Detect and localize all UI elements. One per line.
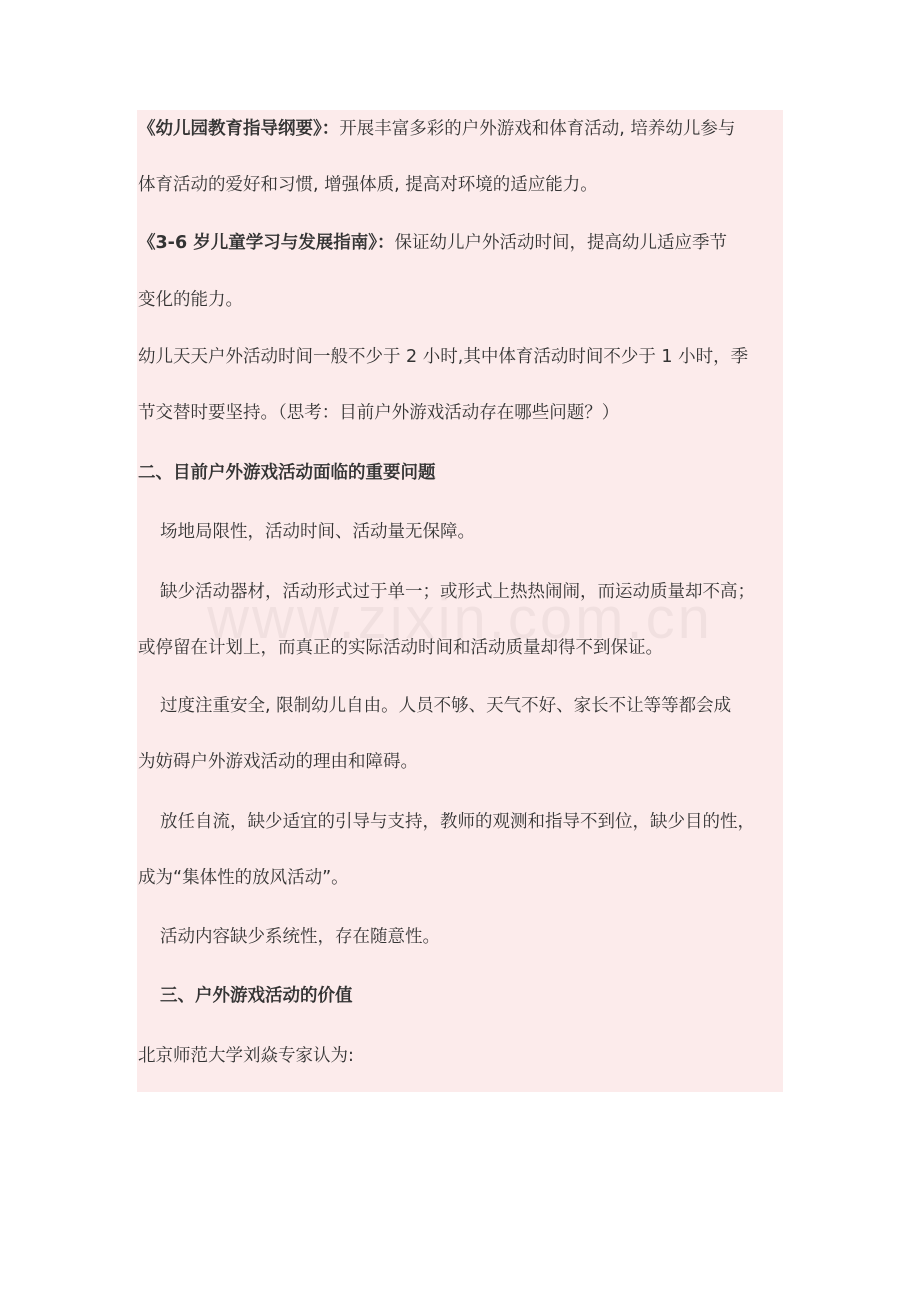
- issue-equipment-line-1: 缺少活动器材，活动形式过于单一；或形式上热热闹闹，而运动质量却不高；: [160, 582, 755, 602]
- issue-laissez-faire-line-1: 放任自流，缺少适宜的引导与支持，教师的观测和指导不到位，缺少目的性，: [160, 812, 755, 832]
- issue-space-limitation: 场地局限性，活动时间、活动量无保障。: [160, 522, 475, 542]
- paragraph-development-guide-line-1: [138, 231, 727, 255]
- guideline-text: 开展丰富多彩的户外游戏和体育活动, 培养幼儿参与: [339, 119, 736, 139]
- guideline-title: 《幼儿园教育指导纲要》：: [138, 119, 340, 139]
- paragraph-development-guide-line-2: 变化的能力。: [138, 290, 243, 310]
- development-guide-title: 《3-6 岁儿童学习与发展指南》：: [138, 233, 395, 253]
- paragraph-activity-time-line-1: 幼儿天天户外活动时间一般不少于 2 小时,其中体育活动时间不少于 1 小时，季: [138, 347, 749, 367]
- section-heading-problems: 二、目前户外游戏活动面临的重要问题: [138, 463, 436, 483]
- paragraph-guideline-line-2: 体育活动的爱好和习惯, 增强体质, 提高对环境的适应能力。: [138, 175, 598, 195]
- section-heading-value: 三、户外游戏活动的价值: [160, 986, 353, 1006]
- issue-equipment-line-2: 或停留在计划上，而真正的实际活动时间和活动质量却得不到保证。: [138, 638, 663, 658]
- issue-safety-line-1: 过度注重安全, 限制幼儿自由。人员不够、天气不好、家长不让等等都会成: [160, 696, 732, 716]
- closing-line: 北京师范大学刘焱专家认为:: [138, 1046, 354, 1066]
- paragraph-activity-time-line-2: 节交替时要坚持。（思考：目前户外游戏活动存在哪些问题？）: [138, 403, 620, 423]
- issue-content-system: 活动内容缺少系统性，存在随意性。: [160, 927, 440, 947]
- development-guide-text: 保证幼儿户外活动时间，提高幼儿适应季节: [394, 233, 727, 253]
- issue-safety-line-2: 为妨碍户外游戏活动的理由和障碍。: [138, 752, 418, 772]
- paragraph-guideline-line-1: [138, 117, 735, 141]
- issue-laissez-faire-line-2: 成为“集体性的放风活动”。: [138, 868, 349, 888]
